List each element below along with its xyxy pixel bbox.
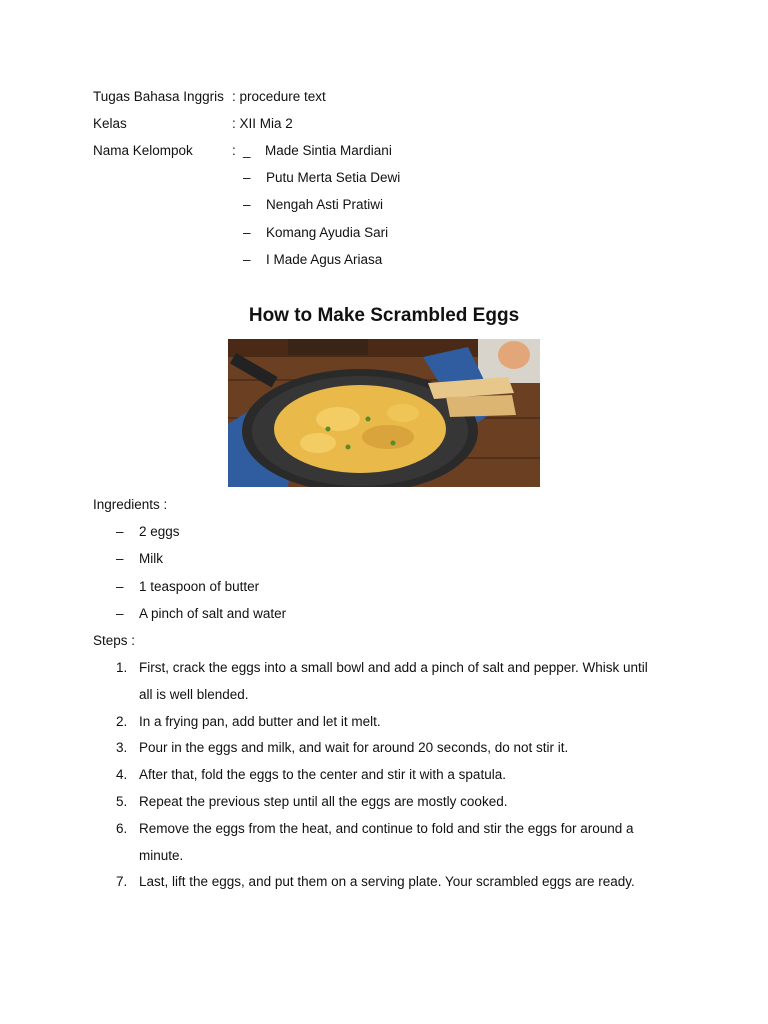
step-number: 5.: [116, 794, 128, 809]
step-text-line: Repeat the previous step until all the eggs are mostly cooked.: [139, 794, 508, 809]
page-title: How to Make Scrambled Eggs: [248, 305, 520, 326]
ingredient-dash-marker: –: [116, 579, 124, 594]
step-text-line: In a frying pan, add butter and let it melt.: [139, 713, 381, 729]
step-number: 6.: [116, 820, 128, 836]
step-text-line: After that, fold the eggs to the center and stir it with a spatula.: [139, 767, 506, 783]
step-text-line: all is well blended.: [139, 686, 249, 702]
steps-heading: Steps :: [93, 633, 136, 648]
group-colon: :: [232, 143, 236, 158]
group-first-marker: _: [243, 143, 251, 158]
step-text-line: minute.: [139, 847, 184, 863]
ingredient-item: A pinch of salt and water: [139, 606, 287, 621]
step-text-line: Last, lift the eggs, and put them on a serving plate. Your scrambled eggs are ready.: [139, 874, 635, 890]
member-dash-marker: –: [243, 225, 251, 240]
subject-label: Tugas Bahasa Inggris: [93, 89, 224, 104]
ingredient-item: 2 eggs: [139, 524, 180, 539]
ingredient-item: 1 teaspoon of butter: [139, 579, 260, 594]
group-member-name: I Made Agus Ariasa: [266, 252, 383, 267]
step-number: 3.: [116, 740, 128, 756]
ingredient-dash-marker: –: [116, 606, 124, 621]
group-member-name: Komang Ayudia Sari: [266, 225, 389, 240]
group-member-name: Nengah Asti Pratiwi: [266, 197, 384, 212]
step-text-line: Pour in the eggs and milk, and wait for around 20 seconds, do not stir it.: [139, 740, 569, 756]
step-number: 1.: [116, 660, 128, 675]
ingredient-item: Milk: [139, 551, 163, 566]
step-number: 7.: [116, 874, 128, 890]
group-label: Nama Kelompok: [93, 143, 193, 158]
group-member-name: Made Sintia Mardiani: [265, 143, 392, 158]
ingredients-heading: Ingredients :: [93, 497, 168, 512]
step-number: 2.: [116, 713, 128, 729]
step-text-line: First, crack the eggs into a small bowl and add a pinch of salt and pepper. Whisk until: [139, 660, 648, 675]
step-number: 4.: [116, 767, 128, 783]
subject-value: : procedure text: [232, 89, 326, 104]
member-dash-marker: –: [243, 170, 251, 185]
class-value: : XII Mia 2: [232, 116, 293, 131]
group-member-name: Putu Merta Setia Dewi: [266, 170, 401, 185]
scrambled-eggs-photo: [228, 339, 540, 487]
ingredient-dash-marker: –: [116, 524, 124, 539]
member-dash-marker: –: [243, 252, 251, 267]
class-label: Kelas: [93, 116, 127, 131]
member-dash-marker: –: [243, 197, 251, 212]
step-text-line: Remove the eggs from the heat, and continue to fold and stir the eggs for around a: [139, 820, 634, 836]
ingredient-dash-marker: –: [116, 551, 124, 566]
